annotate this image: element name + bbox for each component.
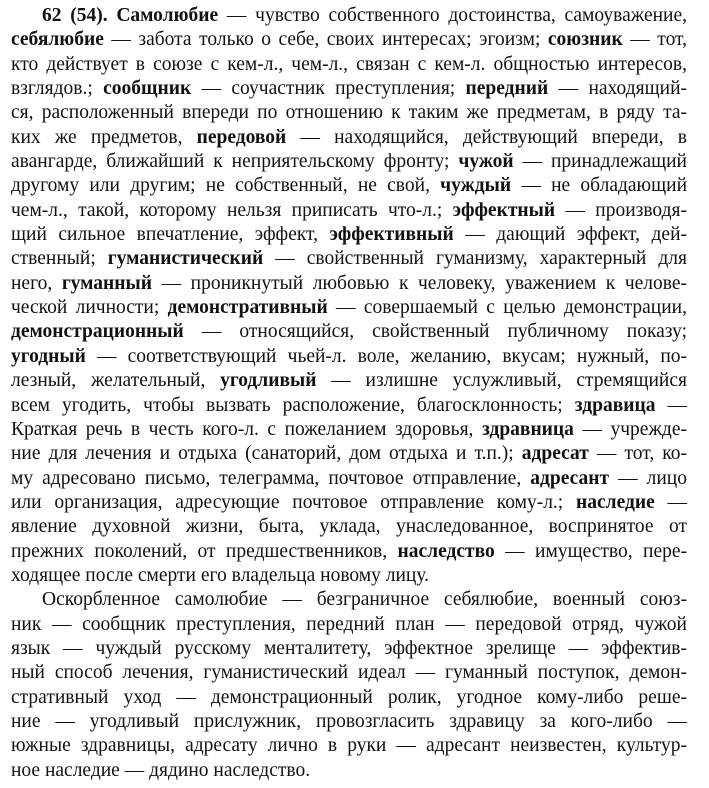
term-headword: сообщник bbox=[103, 78, 192, 100]
text-line bbox=[11, 564, 687, 588]
text-line bbox=[11, 442, 687, 466]
text-line bbox=[11, 199, 687, 223]
definition-text: всем угодить, чтобы вызвать расположение, благосклонность; bbox=[11, 394, 575, 416]
definition-text: — относящийся, свойственный публичному показу; bbox=[183, 321, 687, 343]
definition-text: ние для лечения и отдыха (санаторий, дом отдыха и т.п.); bbox=[11, 443, 522, 465]
definition-text: — тот, ко- bbox=[588, 443, 688, 465]
definition-text: другому или другим; не собственный, не свой, bbox=[11, 175, 441, 197]
definition-text: — учрежде- bbox=[573, 418, 687, 440]
definition-text: него, bbox=[11, 272, 62, 294]
term-headword: здравица bbox=[574, 394, 656, 416]
term-headword: гуманный bbox=[61, 272, 152, 294]
text-line bbox=[11, 223, 687, 247]
text-line bbox=[11, 394, 687, 418]
text-line bbox=[11, 467, 687, 491]
text-line bbox=[11, 540, 687, 564]
text-line bbox=[11, 296, 687, 320]
definition-text: Краткая речь в честь кого-л. с пожеланием здоровья, bbox=[11, 418, 482, 440]
term-headword: передний bbox=[465, 78, 549, 100]
term-headword: эффектный bbox=[452, 199, 556, 221]
example-text-line: ный способ лечения, гуманистический идеал — гуманный поступок, демон- bbox=[11, 662, 687, 684]
definition-text: авангарде, ближайший к неприятельскому фронту; bbox=[11, 151, 459, 173]
example-text-line: ник — сообщник преступления, передний план — передовой отряд, чужой bbox=[11, 613, 687, 635]
definition-text: взглядов.; bbox=[11, 78, 104, 100]
term-headword: демонстративный bbox=[167, 297, 328, 319]
text-line bbox=[11, 77, 687, 101]
text-line bbox=[11, 126, 687, 150]
definition-text: явление духовной жизни, быта, уклада, унаследованное, воспринятое от bbox=[11, 516, 687, 538]
text-line bbox=[11, 4, 687, 28]
text-line bbox=[11, 418, 687, 442]
definition-text: лезный, желательный, bbox=[11, 370, 221, 392]
definition-text: — находящий- bbox=[548, 78, 687, 100]
term-headword: здравница bbox=[481, 418, 574, 440]
term-headword: угодный bbox=[11, 345, 86, 367]
text-line bbox=[11, 53, 687, 77]
definition-text: — совершаемый с целью демонстрации, bbox=[327, 297, 687, 319]
definition-text: ходящее после смерти его владельца новому лицу. bbox=[11, 564, 430, 586]
definition-text: — тот, bbox=[622, 29, 687, 51]
example-text-line: стративный уход — демонстрационный ролик, угодное кому-либо реше- bbox=[11, 686, 687, 708]
definition-text: кто действует в союзе с кем-л., чем-л., связан с кем-л. общностью интересов, bbox=[11, 53, 687, 75]
definition-text: или организация, адресующие почтовое отправление кому-л.; bbox=[11, 491, 576, 513]
definition-text: — дающий эффект, дей- bbox=[453, 224, 687, 246]
term-headword: демонстрационный bbox=[11, 321, 184, 343]
term-headword: чуждый bbox=[440, 175, 512, 197]
term-headword: адресант bbox=[530, 467, 610, 489]
exercise-paragraph-definitions bbox=[11, 4, 687, 588]
term-headword: гуманистический bbox=[107, 248, 264, 270]
definition-text: — находящийся, действующий впереди, в bbox=[286, 126, 687, 148]
definition-text: — bbox=[654, 491, 687, 513]
definition-text: ственный; bbox=[11, 248, 108, 270]
term-headword: себялюбие bbox=[11, 29, 104, 51]
definition-text: — свойственный гуманизму, характерный для bbox=[263, 248, 687, 270]
text-line bbox=[11, 320, 687, 344]
term-headword: адресат bbox=[521, 443, 589, 465]
text-line bbox=[11, 28, 687, 52]
text-line bbox=[11, 272, 687, 296]
term-headword: союзник bbox=[547, 29, 623, 51]
definition-text: — не обладающий bbox=[511, 175, 687, 197]
definition-text: ких же предметов, bbox=[11, 126, 197, 148]
definition-text: ческой личности; bbox=[11, 297, 168, 319]
term-headword: эффективный bbox=[329, 224, 454, 246]
text-line bbox=[11, 101, 687, 125]
definition-text: — лицо bbox=[609, 467, 687, 489]
example-text-line: ное наследие — дядино наследство. bbox=[11, 759, 311, 781]
definition-text: прежних поколений, от предшественников, bbox=[11, 540, 398, 562]
term-headword: угодливый bbox=[220, 370, 317, 392]
definition-text: — чувство собственного достоинства, самоуважение, bbox=[218, 5, 687, 26]
definition-text: — соучастник преступления; bbox=[191, 78, 466, 100]
example-text-line: южные здравницы, адресату лично в руки — адресант неизвестен, культур- bbox=[11, 735, 687, 757]
document-page bbox=[11, 4, 687, 783]
definition-text: — соответствующий чьей-л. воле, желанию, вкусам; нужный, по- bbox=[85, 345, 687, 367]
definition-text: — излишне услужливый, стремящийся bbox=[316, 370, 687, 392]
definition-text: му адресовано письмо, телеграмма, почтовое отправление, bbox=[11, 467, 531, 489]
definition-text: — bbox=[655, 394, 687, 416]
text-line bbox=[11, 174, 687, 198]
definition-text: — забота только о себе, своих интересах; эгоизм; bbox=[103, 29, 548, 51]
text-line bbox=[11, 345, 687, 369]
term-headword: наследство bbox=[397, 540, 495, 562]
definition-text: — принадлежащий bbox=[513, 151, 687, 173]
definition-text: — производя- bbox=[555, 199, 687, 221]
term-headword: передовой bbox=[196, 126, 287, 148]
text-line bbox=[11, 515, 687, 539]
definition-text: ся, расположенный впереди по отношению к таким же предметам, в ряду та- bbox=[11, 102, 687, 124]
term-headword: чужой bbox=[458, 151, 514, 173]
example-text-line: Оскорбленное самолюбие — безграничное себялюбие, военный союз- bbox=[42, 589, 687, 611]
text-line bbox=[11, 150, 687, 174]
text-line bbox=[11, 247, 687, 271]
text-line bbox=[11, 491, 687, 515]
example-text-line: ние — угодливый прислужник, провозгласить здравицу за кого-либо — bbox=[11, 710, 687, 732]
text-line bbox=[11, 369, 687, 393]
definition-text: — проникнутый любовью к человеку, уважением к челове- bbox=[152, 272, 688, 294]
example-text-line: язык — чуждый русскому менталитету, эффектное зрелище — эффектив- bbox=[11, 637, 687, 659]
term-headword: наследие bbox=[576, 491, 655, 513]
term-headword: 62 (54). Самолюбие bbox=[42, 5, 219, 26]
definition-text: щий сильное впечатление, эффект, bbox=[11, 224, 330, 246]
definition-text: — имущество, пере- bbox=[494, 540, 688, 562]
definition-text: чем-л., такой, которому нельзя приписать что-л.; bbox=[11, 199, 453, 221]
exercise-paragraph-examples bbox=[11, 588, 687, 783]
